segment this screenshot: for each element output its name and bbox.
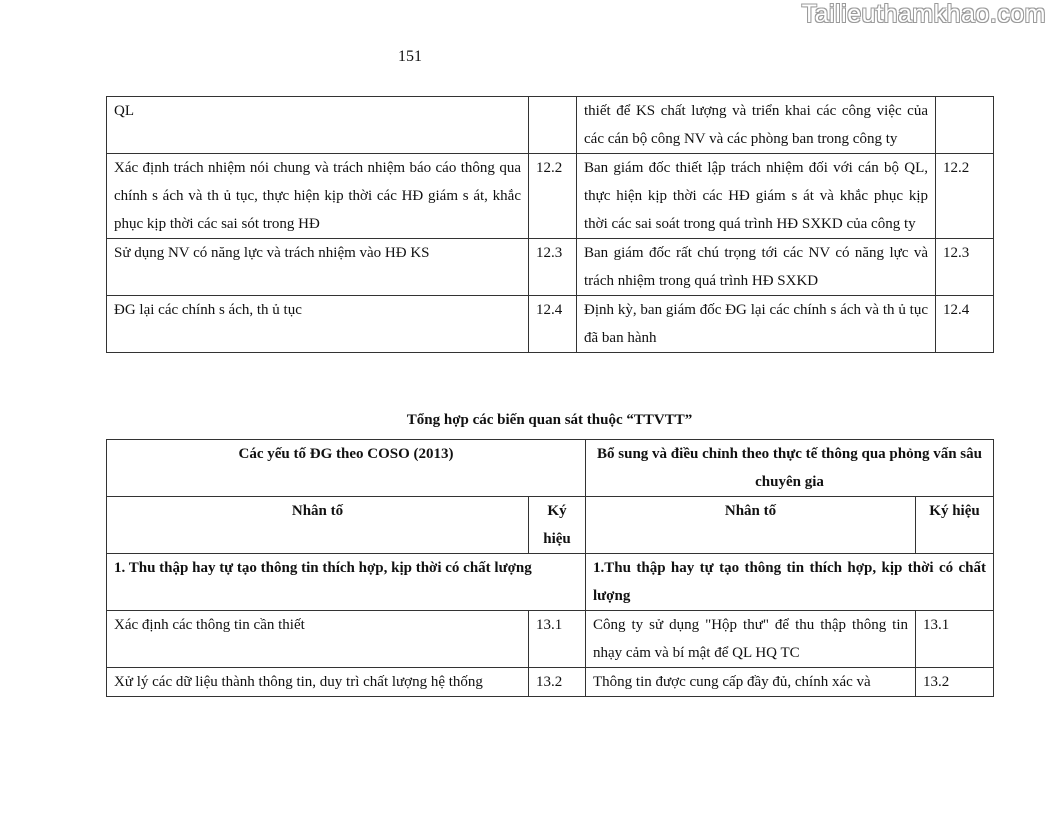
col-header-code: Ký hiệu — [916, 497, 994, 554]
code-cell: 12.2 — [936, 154, 994, 239]
factor-cell: QL — [107, 97, 529, 154]
table-row — [107, 239, 994, 296]
table-row — [107, 296, 994, 353]
section-row — [107, 554, 994, 611]
factor-cell: Xử lý các dữ liệu thành thông tin, duy trì chất lượng hệ thống — [107, 668, 529, 697]
code-cell: 13.1 — [529, 611, 586, 668]
code-cell: 13.2 — [916, 668, 994, 697]
code-cell: 12.3 — [936, 239, 994, 296]
factor-cell: Xác định trách nhiệm nói chung và trách nhiệm báo cáo thông qua chính s ách và th ủ tục, thực hiện kịp thời các HĐ giám s át, khắc phục kịp thời các sai sót trong HĐ — [107, 154, 529, 239]
factor-cell: thiết để KS chất lượng và triển khai các công việc của các cán bộ công NV và các phòng ban trong công ty — [577, 97, 936, 154]
table-row — [107, 668, 994, 697]
code-cell: 12.3 — [529, 239, 577, 296]
table-header-row — [107, 440, 994, 497]
table-row — [107, 97, 994, 154]
watermark-logo: Tailieuthamkhao.com — [801, 0, 1046, 28]
table-row — [107, 611, 994, 668]
factor-cell: Ban giám đốc thiết lập trách nhiệm đối với cán bộ QL, thực hiện kịp thời các HĐ giám s át và khắc phục kịp thời các sai soát trong quá trình HĐ SXKD của công ty — [577, 154, 936, 239]
section-title: 1.Thu thập hay tự tạo thông tin thích hợp, kịp thời có chất lượng — [586, 554, 994, 611]
page-number: 151 — [398, 48, 422, 65]
code-cell — [936, 97, 994, 154]
code-cell: 12.4 — [529, 296, 577, 353]
code-cell — [529, 97, 577, 154]
factor-cell: Ban giám đốc rất chú trọng tới các NV có năng lực và trách nhiệm trong quá trình HĐ SXKD — [577, 239, 936, 296]
col-header-code: Ký hiệu — [529, 497, 586, 554]
header-coso: Các yếu tố ĐG theo COSO (2013) — [107, 440, 586, 497]
factor-cell: Công ty sử dụng "Hộp thư" để thu thập thông tin nhạy cảm và bí mật để QL HQ TC — [586, 611, 916, 668]
table-caption: Tổng hợp các biến quan sát thuộc “TTVTT” — [406, 412, 693, 428]
column-header-row — [107, 497, 994, 554]
factor-cell: Định kỳ, ban giám đốc ĐG lại các chính s ách và th ủ tục đã ban hành — [577, 296, 936, 353]
continued-table — [106, 96, 994, 353]
col-header-factor: Nhân tố — [586, 497, 916, 554]
code-cell: 12.2 — [529, 154, 577, 239]
table-row — [107, 154, 994, 239]
factor-cell: Thông tin được cung cấp đầy đủ, chính xác và — [586, 668, 916, 697]
code-cell: 13.2 — [529, 668, 586, 697]
ttvtt-table — [106, 439, 994, 697]
section-title: 1. Thu thập hay tự tạo thông tin thích hợp, kịp thời có chất lượng — [107, 554, 586, 611]
factor-cell: ĐG lại các chính s ách, th ủ tục — [107, 296, 529, 353]
factor-cell: Xác định các thông tin cần thiết — [107, 611, 529, 668]
code-cell: 13.1 — [916, 611, 994, 668]
factor-cell: Sử dụng NV có năng lực và trách nhiệm vào HĐ KS — [107, 239, 529, 296]
header-expert: Bổ sung và điều chỉnh theo thực tế thông qua phỏng vấn sâu chuyên gia — [586, 440, 994, 497]
code-cell: 12.4 — [936, 296, 994, 353]
col-header-factor: Nhân tố — [107, 497, 529, 554]
